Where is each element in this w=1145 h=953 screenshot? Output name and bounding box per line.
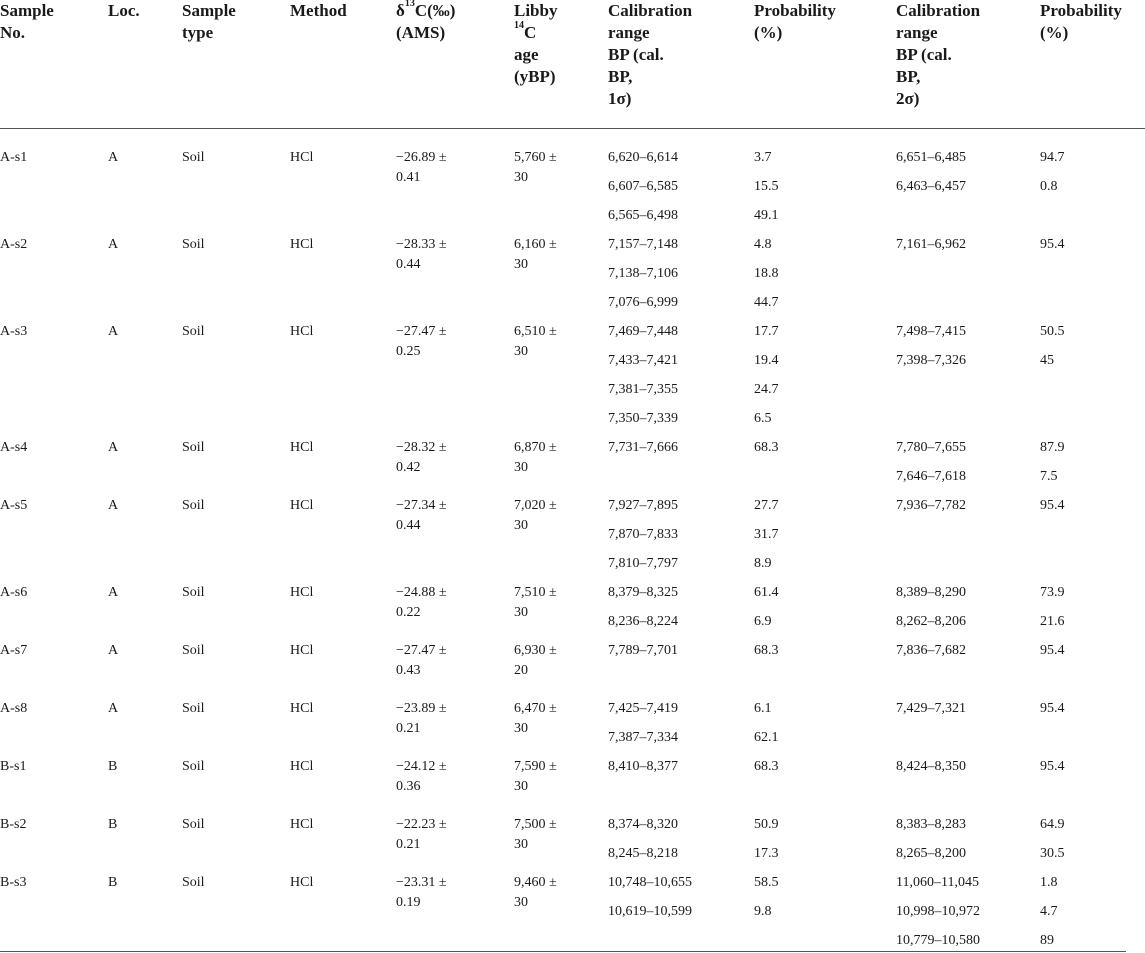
cell-sample-type: Soil (182, 585, 205, 600)
cell-calibration-range-2sigma: 8,265–8,200 (896, 846, 966, 861)
cell-probability-1sigma: 24.7 (754, 382, 779, 397)
cell-libby-error: 30 (514, 895, 528, 910)
cell-calibration-range-2sigma: 8,262–8,206 (896, 614, 966, 629)
cell-probability-1sigma: 17.7 (754, 324, 779, 339)
cell-d13c: −23.89 ± (396, 701, 447, 716)
cell-probability-2sigma: 95.4 (1040, 701, 1065, 716)
cell-sample-no: B-s2 (0, 817, 27, 832)
cell-calibration-range-2sigma: 10,998–10,972 (896, 904, 980, 919)
cell-probability-2sigma: 95.4 (1040, 759, 1065, 774)
cell-sample-type: Soil (182, 440, 205, 455)
cell-sample-no: B-s1 (0, 759, 27, 774)
cell-sample-type: Soil (182, 875, 205, 890)
header-sample-type (182, 0, 236, 44)
header-sample-no (0, 0, 54, 44)
cell-libby-error: 30 (514, 170, 528, 185)
cell-d13c-error: 0.42 (396, 460, 421, 475)
cell-calibration-range-1sigma: 7,810–7,797 (608, 556, 678, 571)
cell-libby-error: 30 (514, 460, 528, 475)
cell-probability-2sigma: 1.8 (1040, 875, 1058, 890)
header-line: Libby (514, 1, 558, 20)
cell-libby-error: 30 (514, 344, 528, 359)
cell-d13c-error: 0.21 (396, 721, 421, 736)
header-line: range (896, 23, 938, 42)
cell-calibration-range-2sigma: 8,383–8,283 (896, 817, 966, 832)
cell-probability-1sigma: 31.7 (754, 527, 779, 542)
cell-d13c-error: 0.25 (396, 344, 421, 359)
header-calibration-2sigma (896, 0, 980, 110)
cell-method: HCl (290, 440, 314, 455)
cell-probability-1sigma: 4.8 (754, 237, 772, 252)
header-line: type (182, 23, 214, 42)
cell-method: HCl (290, 817, 314, 832)
cell-calibration-range-1sigma: 8,236–8,224 (608, 614, 678, 629)
cell-sample-type: Soil (182, 759, 205, 774)
header-line: Probability (1040, 1, 1122, 20)
cell-calibration-range-1sigma: 7,870–7,833 (608, 527, 678, 542)
cell-calibration-range-2sigma: 10,779–10,580 (896, 933, 980, 948)
header-line: BP (cal. (896, 45, 952, 64)
cell-probability-1sigma: 58.5 (754, 875, 779, 890)
header-fragment: C(‰) (414, 1, 456, 20)
cell-d13c: −27.47 ± (396, 643, 447, 658)
cell-probability-1sigma: 61.4 (754, 585, 779, 600)
header-line: No. (0, 23, 26, 42)
cell-calibration-range-1sigma: 7,350–7,339 (608, 411, 678, 426)
cell-libby-age: 6,160 ± (514, 237, 557, 252)
cell-method: HCl (290, 150, 314, 165)
header-method (290, 0, 347, 22)
cell-sample-no: A-s1 (0, 150, 28, 165)
header-line (514, 22, 557, 44)
cell-d13c: −24.12 ± (396, 759, 447, 774)
cell-sample-no: A-s7 (0, 643, 28, 658)
cell-calibration-range-1sigma: 7,789–7,701 (608, 643, 678, 658)
cell-libby-age: 7,510 ± (514, 585, 557, 600)
cell-probability-1sigma: 68.3 (754, 643, 779, 658)
header-superscript: 13 (404, 0, 415, 9)
cell-probability-1sigma: 9.8 (754, 904, 772, 919)
header-fragment: δ (396, 1, 405, 20)
cell-libby-age: 6,870 ± (514, 440, 557, 455)
header-calibration-1sigma (608, 0, 692, 110)
cell-probability-1sigma: 6.5 (754, 411, 772, 426)
cell-probability-1sigma: 49.1 (754, 208, 779, 223)
cell-sample-no: A-s8 (0, 701, 28, 716)
cell-sample-no: A-s6 (0, 585, 28, 600)
cell-loc: A (108, 440, 119, 455)
cell-method: HCl (290, 643, 314, 658)
cell-loc: B (108, 875, 118, 890)
cell-calibration-range-1sigma: 10,748–10,655 (608, 875, 692, 890)
cell-libby-error: 30 (514, 257, 528, 272)
header-line: Probability (754, 1, 836, 20)
header-fragment: C (524, 23, 537, 42)
cell-probability-1sigma: 62.1 (754, 730, 779, 745)
header-d13c (396, 0, 455, 44)
header-line: Calibration (896, 1, 981, 20)
cell-sample-no: A-s3 (0, 324, 28, 339)
cell-d13c-error: 0.19 (396, 895, 421, 910)
cell-sample-type: Soil (182, 237, 205, 252)
cell-d13c: −27.34 ± (396, 498, 447, 513)
cell-probability-1sigma: 68.3 (754, 759, 779, 774)
cell-probability-1sigma: 19.4 (754, 353, 779, 368)
cell-d13c: −27.47 ± (396, 324, 447, 339)
header-superscript: 14 (514, 20, 524, 31)
cell-calibration-range-1sigma: 6,565–6,498 (608, 208, 678, 223)
cell-probability-2sigma: 95.4 (1040, 643, 1065, 658)
cell-probability-2sigma: 21.6 (1040, 614, 1065, 629)
cell-calibration-range-1sigma: 7,138–7,106 (608, 266, 678, 281)
cell-calibration-range-2sigma: 11,060–11,045 (896, 875, 979, 890)
header-probability-1sigma (754, 0, 836, 44)
cell-sample-no: A-s4 (0, 440, 28, 455)
header-line: Method (290, 1, 347, 20)
cell-probability-2sigma: 64.9 (1040, 817, 1065, 832)
cell-calibration-range-1sigma: 8,374–8,320 (608, 817, 678, 832)
cell-method: HCl (290, 237, 314, 252)
cell-probability-1sigma: 8.9 (754, 556, 772, 571)
cell-probability-1sigma: 27.7 (754, 498, 779, 513)
cell-probability-2sigma: 95.4 (1040, 237, 1065, 252)
header-line: BP, (896, 67, 921, 86)
header-line: (AMS) (396, 23, 446, 42)
cell-libby-age: 5,760 ± (514, 150, 557, 165)
cell-calibration-range-2sigma: 8,424–8,350 (896, 759, 966, 774)
cell-loc: A (108, 150, 119, 165)
cell-loc: A (108, 237, 119, 252)
cell-probability-1sigma: 18.8 (754, 266, 779, 281)
cell-calibration-range-2sigma: 7,780–7,655 (896, 440, 966, 455)
cell-probability-2sigma: 95.4 (1040, 498, 1065, 513)
table-bottom-rule (0, 951, 1126, 952)
cell-probability-1sigma: 68.3 (754, 440, 779, 455)
cell-calibration-range-1sigma: 6,607–6,585 (608, 179, 678, 194)
cell-calibration-range-1sigma: 7,731–7,666 (608, 440, 678, 455)
header-libby-age (514, 0, 557, 88)
cell-calibration-range-2sigma: 7,836–7,682 (896, 643, 966, 658)
cell-probability-2sigma: 45 (1040, 353, 1054, 368)
cell-sample-no: A-s5 (0, 498, 28, 513)
cell-loc: A (108, 585, 119, 600)
cell-method: HCl (290, 759, 314, 774)
header-line: 1σ) (608, 89, 632, 108)
cell-loc: B (108, 817, 118, 832)
cell-libby-error: 30 (514, 721, 528, 736)
cell-libby-age: 6,470 ± (514, 701, 557, 716)
header-line: BP (cal. (608, 45, 664, 64)
cell-loc: A (108, 498, 119, 513)
cell-calibration-range-1sigma: 7,387–7,334 (608, 730, 678, 745)
cell-loc: B (108, 759, 118, 774)
cell-d13c: −24.88 ± (396, 585, 447, 600)
cell-d13c-error: 0.41 (396, 170, 421, 185)
cell-libby-age: 6,930 ± (514, 643, 557, 658)
cell-calibration-range-2sigma: 7,398–7,326 (896, 353, 966, 368)
cell-libby-error: 20 (514, 663, 528, 678)
cell-probability-2sigma: 0.8 (1040, 179, 1058, 194)
header-line: Loc. (108, 1, 140, 20)
cell-loc: A (108, 643, 119, 658)
cell-d13c-error: 0.44 (396, 257, 421, 272)
cell-calibration-range-2sigma: 7,646–7,618 (896, 469, 966, 484)
cell-d13c-error: 0.36 (396, 779, 421, 794)
cell-d13c: −22.23 ± (396, 817, 447, 832)
cell-method: HCl (290, 324, 314, 339)
cell-d13c-error: 0.43 (396, 663, 421, 678)
cell-calibration-range-2sigma: 7,429–7,321 (896, 701, 966, 716)
cell-d13c: −28.32 ± (396, 440, 447, 455)
cell-calibration-range-2sigma: 8,389–8,290 (896, 585, 966, 600)
cell-calibration-range-1sigma: 7,927–7,895 (608, 498, 678, 513)
cell-sample-type: Soil (182, 817, 205, 832)
cell-probability-1sigma: 6.9 (754, 614, 772, 629)
cell-method: HCl (290, 701, 314, 716)
cell-sample-type: Soil (182, 643, 205, 658)
cell-probability-1sigma: 6.1 (754, 701, 772, 716)
header-line: range (608, 23, 650, 42)
cell-libby-age: 9,460 ± (514, 875, 557, 890)
header-line: age (514, 45, 539, 64)
cell-probability-2sigma: 4.7 (1040, 904, 1058, 919)
cell-libby-age: 7,590 ± (514, 759, 557, 774)
cell-libby-age: 7,020 ± (514, 498, 557, 513)
cell-probability-2sigma: 7.5 (1040, 469, 1058, 484)
cell-method: HCl (290, 875, 314, 890)
cell-probability-1sigma: 15.5 (754, 179, 779, 194)
cell-probability-1sigma: 3.7 (754, 150, 772, 165)
header-divider (0, 128, 1145, 129)
header-probability-2sigma (1040, 0, 1122, 44)
cell-calibration-range-2sigma: 7,498–7,415 (896, 324, 966, 339)
cell-calibration-range-2sigma: 7,936–7,782 (896, 498, 966, 513)
cell-method: HCl (290, 498, 314, 513)
cell-calibration-range-1sigma: 7,381–7,355 (608, 382, 678, 397)
cell-calibration-range-1sigma: 7,433–7,421 (608, 353, 678, 368)
cell-probability-1sigma: 44.7 (754, 295, 779, 310)
header-line: Calibration (608, 1, 693, 20)
header-line: (%) (754, 23, 783, 42)
cell-probability-2sigma: 94.7 (1040, 150, 1065, 165)
cell-calibration-range-1sigma: 7,076–6,999 (608, 295, 678, 310)
cell-method: HCl (290, 585, 314, 600)
cell-d13c: −26.89 ± (396, 150, 447, 165)
header-line: (%) (1040, 23, 1069, 42)
cell-sample-type: Soil (182, 324, 205, 339)
cell-libby-error: 30 (514, 518, 528, 533)
cell-libby-error: 30 (514, 779, 528, 794)
cell-calibration-range-1sigma: 7,157–7,148 (608, 237, 678, 252)
cell-d13c: −28.33 ± (396, 237, 447, 252)
header-line: Sample (182, 1, 236, 20)
cell-probability-2sigma: 89 (1040, 933, 1054, 948)
cell-calibration-range-1sigma: 8,379–8,325 (608, 585, 678, 600)
cell-probability-1sigma: 17.3 (754, 846, 779, 861)
header-line: BP, (608, 67, 633, 86)
header-line (396, 0, 455, 22)
cell-probability-2sigma: 87.9 (1040, 440, 1065, 455)
cell-probability-2sigma: 30.5 (1040, 846, 1065, 861)
cell-sample-no: B-s3 (0, 875, 27, 890)
cell-probability-1sigma: 50.9 (754, 817, 779, 832)
header-loc (108, 0, 140, 22)
cell-sample-type: Soil (182, 150, 205, 165)
cell-probability-2sigma: 73.9 (1040, 585, 1065, 600)
cell-calibration-range-1sigma: 7,425–7,419 (608, 701, 678, 716)
cell-calibration-range-1sigma: 10,619–10,599 (608, 904, 692, 919)
header-line: (yBP) (514, 67, 556, 86)
cell-d13c-error: 0.22 (396, 605, 421, 620)
cell-calibration-range-2sigma: 7,161–6,962 (896, 237, 966, 252)
cell-probability-2sigma: 50.5 (1040, 324, 1065, 339)
cell-libby-age: 7,500 ± (514, 817, 557, 832)
cell-calibration-range-1sigma: 8,410–8,377 (608, 759, 678, 774)
cell-d13c: −23.31 ± (396, 875, 447, 890)
header-line: 2σ) (896, 89, 920, 108)
cell-libby-error: 30 (514, 605, 528, 620)
cell-loc: A (108, 324, 119, 339)
cell-calibration-range-1sigma: 6,620–6,614 (608, 150, 678, 165)
cell-sample-no: A-s2 (0, 237, 28, 252)
cell-libby-age: 6,510 ± (514, 324, 557, 339)
cell-d13c-error: 0.21 (396, 837, 421, 852)
cell-sample-type: Soil (182, 498, 205, 513)
header-line: Sample (0, 1, 54, 20)
cell-libby-error: 30 (514, 837, 528, 852)
cell-loc: A (108, 701, 119, 716)
cell-calibration-range-2sigma: 6,651–6,485 (896, 150, 966, 165)
cell-d13c-error: 0.44 (396, 518, 421, 533)
cell-sample-type: Soil (182, 701, 205, 716)
cell-calibration-range-1sigma: 8,245–8,218 (608, 846, 678, 861)
cell-calibration-range-2sigma: 6,463–6,457 (896, 179, 966, 194)
cell-calibration-range-1sigma: 7,469–7,448 (608, 324, 678, 339)
